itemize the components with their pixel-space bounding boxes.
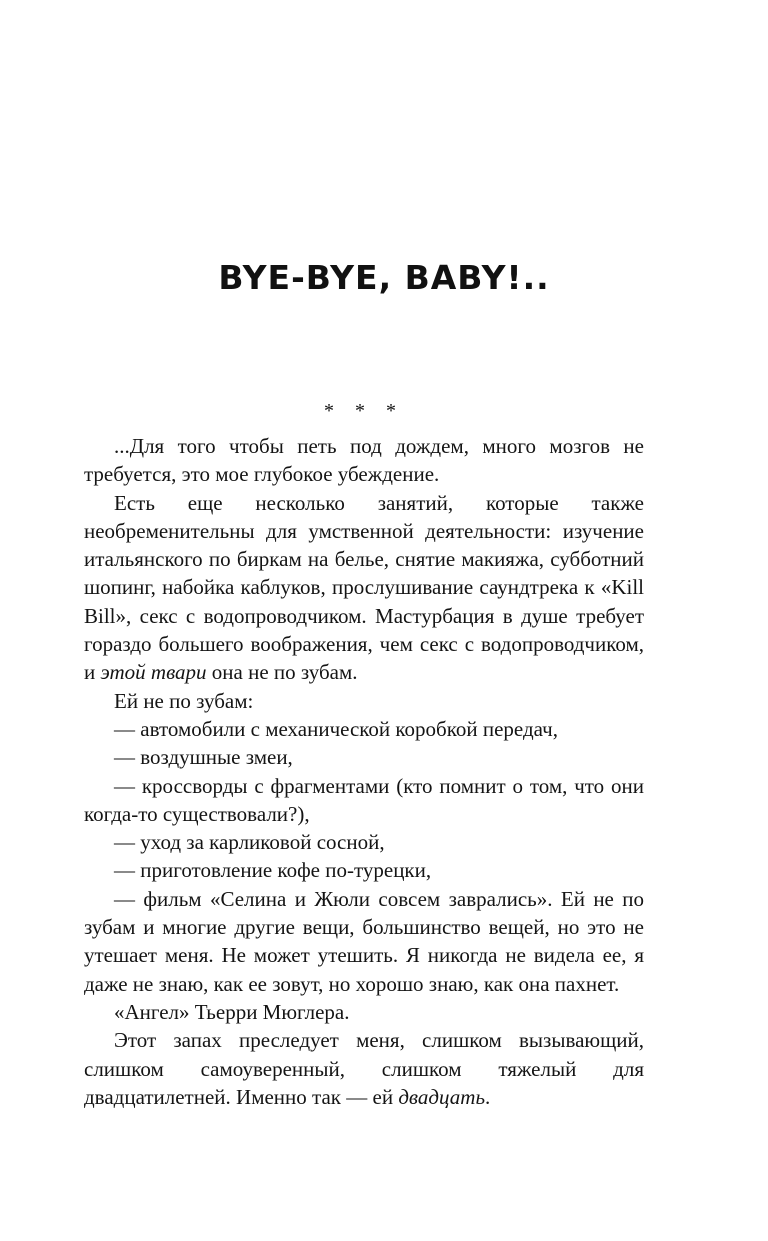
- paragraph: Есть еще несколько занятий, которые также необременительны для умственной деятельности: изучение итальянского по биркам на белье, снятие макияжа, субботний шопинг, набойка каблуков, прослушивание саундтрека к «Kill Bill», секс с водопроводчиком. Мастурбация в душе требует гораздо большего воображения, чем секс с водопроводчиком, и этой твари она не по зубам.: [84, 490, 644, 685]
- paragraph: Этот запах преследует меня, слишком вызывающий, слишком самоуверенный, слишком тяжелый для двадцатилетней. Именно так — ей двадцать.: [84, 1028, 644, 1109]
- italic-emphasis: двадцать: [398, 1084, 486, 1109]
- list-item: — приготовление кофе по-турецки,: [114, 858, 432, 883]
- list-item: — автомобили с механической коробкой передач,: [114, 716, 558, 741]
- chapter-title: BYE-BYE, BABY!..: [218, 258, 550, 297]
- paragraph: Ей не по зубам:: [114, 688, 254, 713]
- list-item: — кроссворды с фрагментами (кто помнит о том, что они когда-то существовали?),: [84, 773, 644, 826]
- italic-emphasis: этой твари: [100, 660, 207, 685]
- list-item: — воздушные змеи,: [114, 745, 293, 770]
- paragraph: «Ангел» Тьерри Мюглера.: [114, 999, 350, 1024]
- list-item: — фильм «Селина и Жюли совсем заврались». Ей не по зубам и многие другие вещи, большинство вещей, но это не утешает меня. Не может утешить. Я никогда не видела ее, я даже не знаю, как ее зовут, но хорошо знаю, как она пахнет.: [84, 886, 644, 996]
- paragraph: ...Для того чтобы петь под дождем, много мозгов не требуется, это мое глубокое убеждение.: [84, 434, 644, 487]
- body-text: [84, 432, 644, 1111]
- section-separator: * * *: [324, 400, 404, 422]
- list-item: — уход за карликовой сосной,: [114, 830, 385, 855]
